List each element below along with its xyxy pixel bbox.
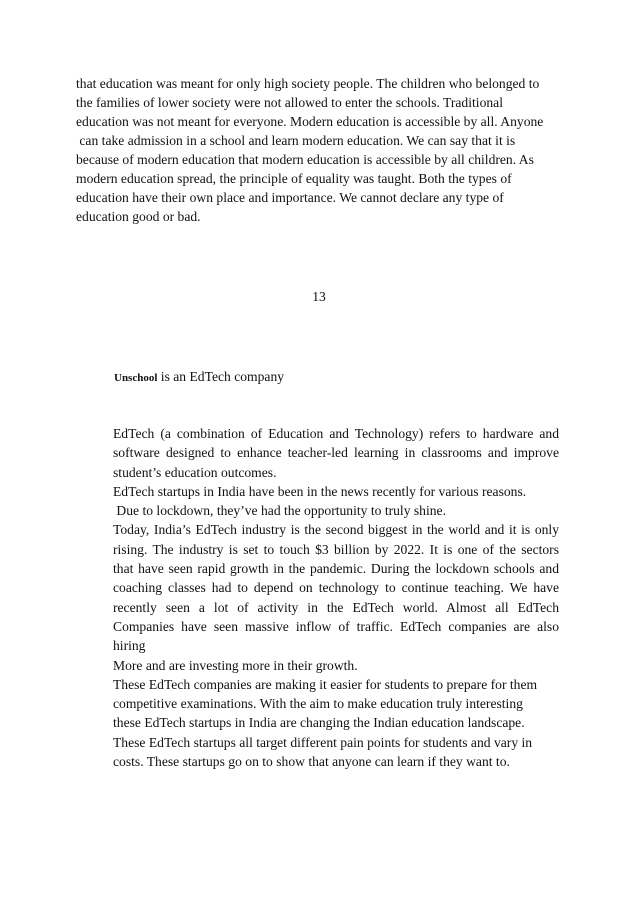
body-line: recently seen a lot of activity in the EdTech world. Almost all EdTech: [113, 599, 559, 615]
body-line: Due to lockdown, they’ve had the opportunity to truly shine.: [113, 503, 446, 519]
paragraph-line: education good or bad.: [76, 209, 201, 224]
paragraph-line: can take admission in a school and learn modern education. We can say that it is: [76, 133, 516, 148]
body-line: EdTech (a combination of Education and Technology) refers to hardware and: [113, 426, 559, 441]
body-line: These EdTech companies are making it easier for students to prepare for them: [113, 676, 538, 692]
body-paragraph: [113, 424, 559, 771]
body-line: Companies have seen massive inflow of traffic. EdTech companies are also: [113, 618, 559, 634]
body-line: hiring: [113, 638, 146, 654]
paragraph-line: that education was meant for only high society people. The children who belonged to: [76, 76, 540, 91]
body-line: rising. The industry is set to touch $3 billion by 2022. It is one of the sectors: [113, 541, 559, 557]
body-line: these EdTech startups in India are changing the Indian education landscape.: [113, 715, 525, 731]
body-line: coaching classes had to depend on technology to continue teaching. We have: [113, 580, 559, 596]
section-heading: [114, 369, 284, 385]
body-line: Today, India’s EdTech industry is the second biggest in the world and it is only: [113, 522, 559, 538]
paragraph-line: modern education spread, the principle of equality was taught. Both the types of: [76, 171, 512, 186]
body-line: These EdTech startups all target different pain points for students and vary in: [113, 734, 533, 750]
paragraph-line: education have their own place and importance. We cannot declare any type of: [76, 190, 504, 205]
body-line: More and are investing more in their growth.: [113, 657, 358, 673]
body-line: competitive examinations. With the aim to make education truly interesting: [113, 696, 523, 712]
body-line: that have seen rapid growth in the pandemic. During the lockdown schools and: [113, 561, 559, 577]
paragraph-line: education was not meant for everyone. Modern education is accessible by all. Anyone: [76, 114, 544, 129]
heading-brand: Unschool: [114, 372, 158, 384]
paragraph-line: the families of lower society were not allowed to enter the schools. Traditional: [76, 95, 503, 110]
page-number: 13: [312, 289, 326, 304]
body-line: EdTech startups in India have been in the news recently for various reasons.: [113, 483, 527, 499]
body-line: student’s education outcomes.: [113, 464, 277, 480]
body-line: software designed to enhance teacher-led learning in classrooms and improve: [113, 445, 559, 461]
top-paragraph: [76, 74, 566, 226]
heading-text: is an EdTech company: [157, 369, 285, 384]
paragraph-line: because of modern education that modern education is accessible by all children. As: [76, 152, 534, 167]
body-line: costs. These startups go on to show that anyone can learn if they want to.: [113, 754, 510, 770]
